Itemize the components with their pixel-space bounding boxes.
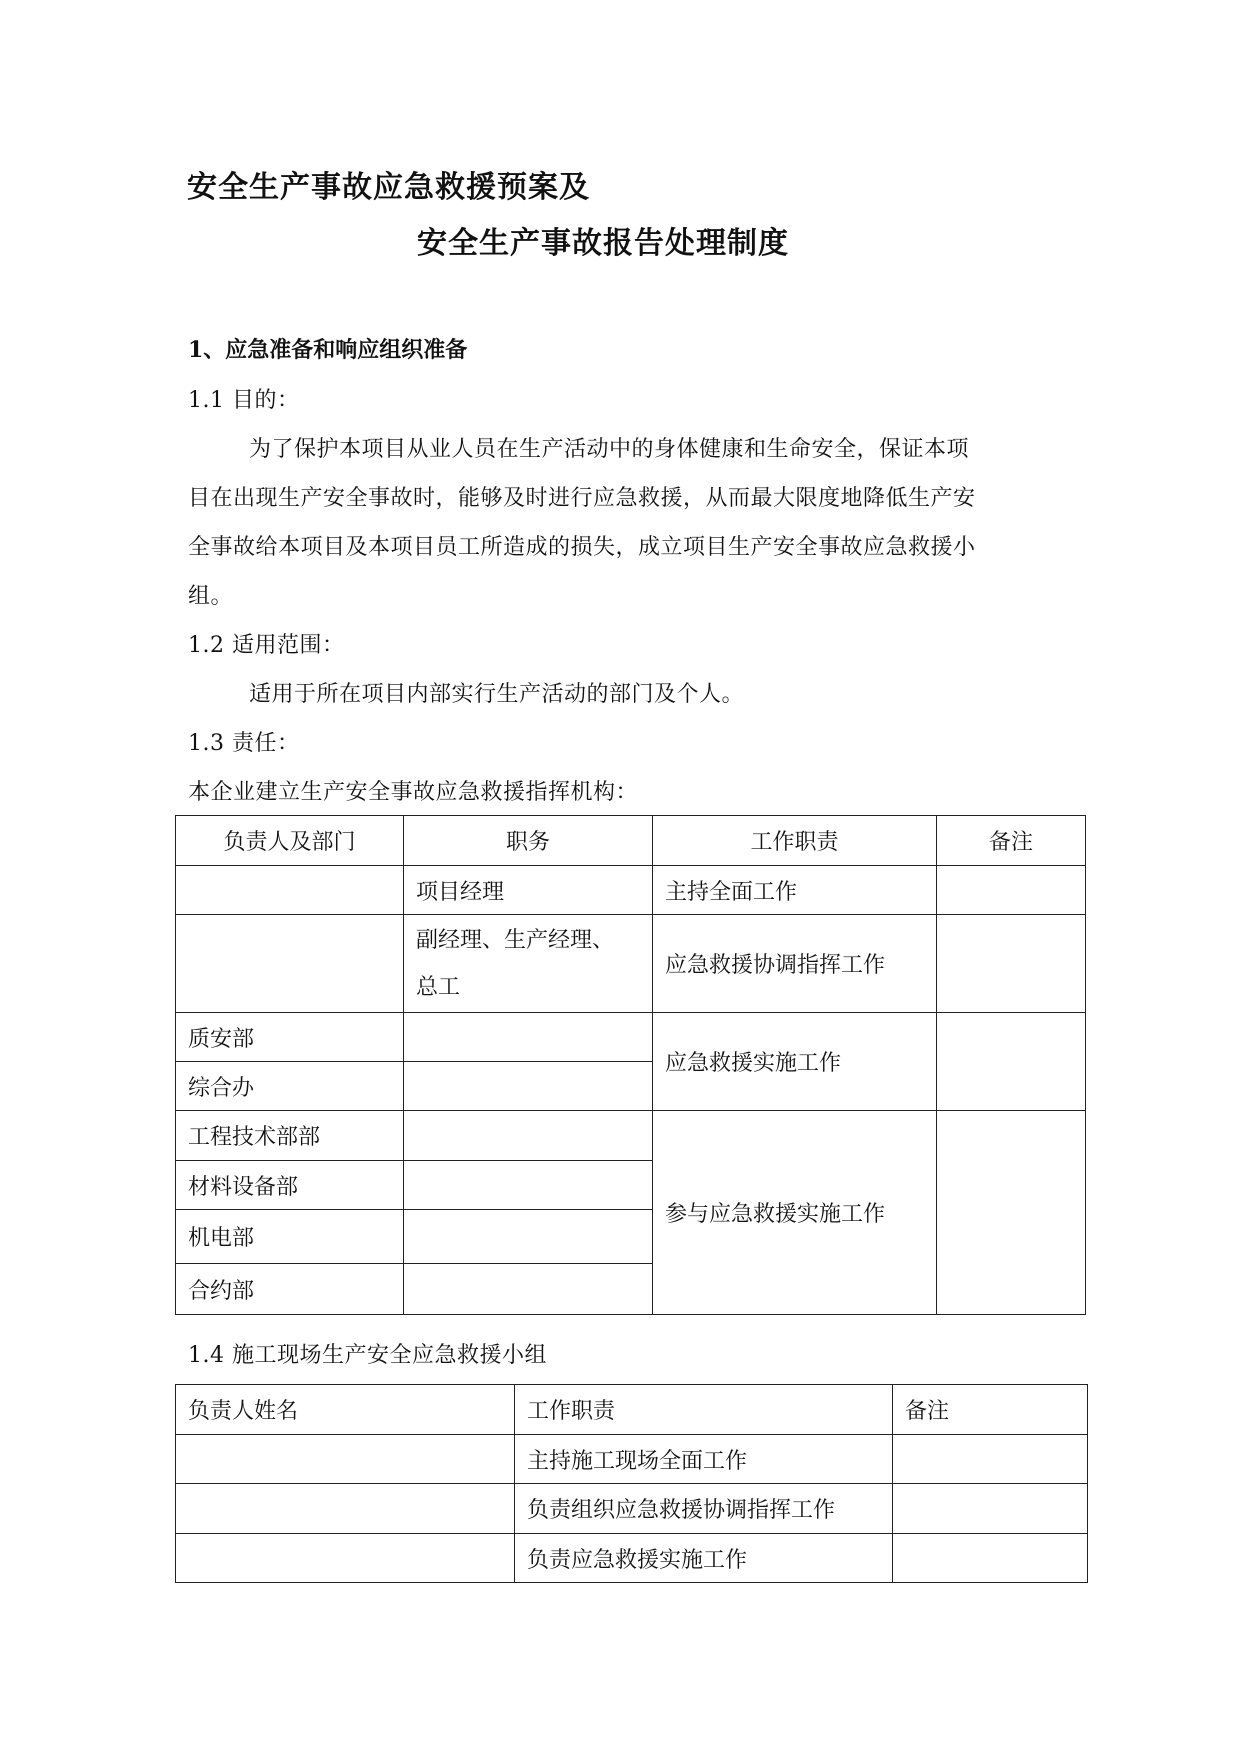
- responsibility-intro: 本企业建立生产安全事故应急救援指挥机构：: [188, 780, 639, 805]
- purpose-line-2: 目在出现生产安全事故时，能够及时进行应急救援，从而最大限度地降低生产安: [188, 486, 976, 511]
- table-cell-name: [176, 1435, 515, 1484]
- table-row: [176, 866, 1086, 915]
- table-cell-duty: 负责应急救援实施工作: [515, 1534, 893, 1583]
- table-cell-position: 项目经理: [404, 866, 653, 915]
- table-cell-dept: 合约部: [176, 1264, 404, 1315]
- table-cell-note: [937, 915, 1086, 1013]
- position-line: 副经理、生产经理、: [416, 927, 615, 953]
- table-cell-duty: 应急救援实施工作: [653, 1013, 937, 1111]
- table-cell-note: [893, 1484, 1088, 1534]
- subsection-1-3-heading: 1.3 责任：: [188, 731, 300, 756]
- table-cell-position: [404, 1210, 653, 1264]
- table-header-row: [176, 1385, 1088, 1435]
- table-cell-dept: 材料设备部: [176, 1161, 404, 1210]
- table-row: [176, 1534, 1088, 1583]
- purpose-line-3: 全事故给本项目及本项目员工所造成的损失，成立项目生产安全事故应急救援小: [188, 535, 976, 560]
- position-line: 总工: [416, 974, 461, 1000]
- command-structure-table: [175, 815, 1086, 1315]
- table-cell-dept: [176, 915, 404, 1013]
- column-header: 工作职责: [515, 1385, 893, 1435]
- scope-text: 适用于所在项目内部实行生产活动的部门及个人。: [249, 682, 745, 707]
- table-cell-duty: 负责组织应急救援协调指挥工作: [515, 1484, 893, 1534]
- table-cell-dept: 质安部: [176, 1013, 404, 1062]
- table-cell-position: [404, 1062, 653, 1111]
- subsection-1-4-heading: 1.4 施工现场生产安全应急救援小组: [188, 1343, 547, 1368]
- table-cell-note: [937, 1111, 1086, 1315]
- table-cell-dept: 机电部: [176, 1210, 404, 1264]
- subsection-1-1-heading: 1.1 目的：: [188, 388, 300, 413]
- table-cell-position: [404, 915, 653, 1013]
- table-cell-position: [404, 1264, 653, 1315]
- table-cell-position: [404, 1013, 653, 1062]
- table-cell-dept: [176, 866, 404, 915]
- table-cell-note: [893, 1435, 1088, 1484]
- table-cell-duty: 参与应急救援实施工作: [653, 1111, 937, 1315]
- table-header-row: [176, 816, 1086, 866]
- table-row: [176, 1435, 1088, 1484]
- table-cell-note: [937, 866, 1086, 915]
- column-header: 负责人姓名: [176, 1385, 515, 1435]
- table-cell-note: [937, 1013, 1086, 1111]
- purpose-line-4: 组。: [188, 584, 234, 609]
- table-row: [176, 915, 1086, 1013]
- column-header: 备注: [893, 1385, 1088, 1435]
- table-cell-duty: 主持全面工作: [653, 866, 937, 915]
- table-cell-name: [176, 1484, 515, 1534]
- table-cell-position: [404, 1111, 653, 1161]
- column-header: 工作职责: [653, 816, 937, 866]
- title-line-1: 安全生产事故应急救援预案及: [187, 170, 590, 205]
- table-cell-position: [404, 1161, 653, 1210]
- column-header: 负责人及部门: [176, 816, 404, 866]
- table-cell-duty: 主持施工现场全面工作: [515, 1435, 893, 1484]
- rescue-team-table: [175, 1384, 1088, 1583]
- column-header: 备注: [937, 816, 1086, 866]
- table-cell-dept: 工程技术部部: [176, 1111, 404, 1161]
- table-cell-name: [176, 1534, 515, 1583]
- title-line-2: 安全生产事故报告处理制度: [417, 226, 789, 261]
- table-cell-note: [893, 1534, 1088, 1583]
- table-cell-duty: 应急救援协调指挥工作: [653, 915, 937, 1013]
- table-row: [176, 1484, 1088, 1534]
- section-1-heading: 1、应急准备和响应组织准备: [188, 337, 468, 363]
- table-row: [176, 1013, 1086, 1062]
- purpose-line-1: 为了保护本项目从业人员在生产活动中的身体健康和生命安全，保证本项: [249, 437, 970, 462]
- subsection-1-2-heading: 1.2 适用范围：: [188, 633, 345, 658]
- table-cell-dept: 综合办: [176, 1062, 404, 1111]
- column-header: 职务: [404, 816, 653, 866]
- table-row: [176, 1111, 1086, 1161]
